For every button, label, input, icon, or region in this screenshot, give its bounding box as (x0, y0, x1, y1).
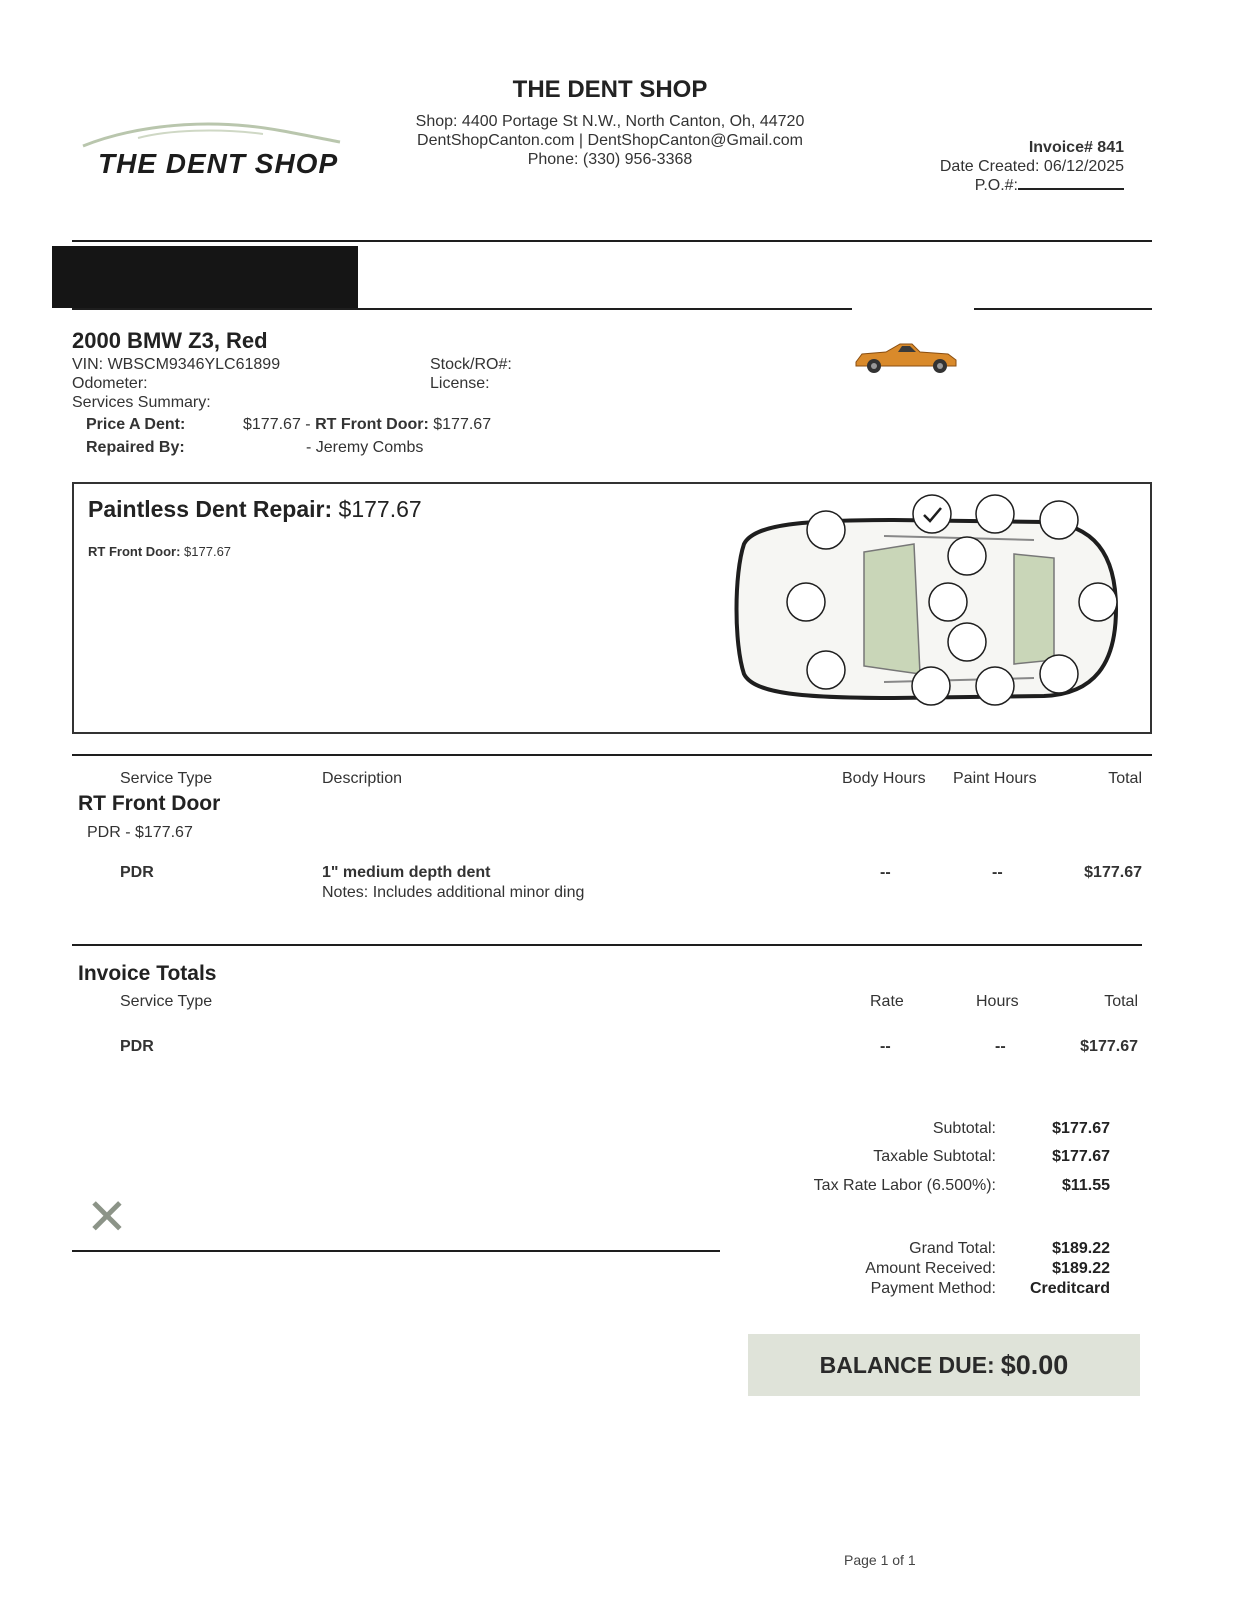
vehicle-odometer: Odometer: (72, 375, 148, 392)
services-bottom-rule (72, 944, 1142, 946)
service-row-body-hours: -- (880, 864, 891, 881)
rt-front-door-label: RT Front Door: (315, 416, 429, 433)
panel-circle[interactable] (1079, 583, 1117, 621)
panel-circle[interactable] (948, 537, 986, 575)
service-row-paint-hours: -- (992, 864, 1003, 881)
signature-x-mark: ✕ (86, 1188, 128, 1246)
tax-rate-label: Tax Rate Labor (6.500%): (813, 1177, 996, 1194)
po-field (940, 176, 1124, 195)
license-label: License: (430, 375, 490, 392)
balance-due-amount: $0.00 (1000, 1349, 1069, 1380)
service-section-title: RT Front Door (78, 792, 221, 815)
totals-row-total: $177.67 (1080, 1038, 1138, 1055)
balance-due-label: BALANCE DUE: (819, 1351, 995, 1378)
totals-col-total: Total (1104, 993, 1138, 1010)
pdr-title-value: $177.67 (332, 496, 422, 522)
panel-circle[interactable] (912, 667, 950, 705)
panel-circle-checked[interactable] (913, 495, 951, 533)
amount-received-value: $189.22 (1052, 1260, 1110, 1277)
vehicle-photo (852, 332, 962, 376)
totals-col-hours: Hours (976, 993, 1019, 1010)
taxable-subtotal-value: $177.67 (1052, 1148, 1110, 1165)
shop-contact (380, 112, 840, 169)
po-blank-line (1018, 176, 1124, 190)
panel-circle[interactable] (1040, 501, 1078, 539)
panel-circle[interactable] (929, 583, 967, 621)
car-damage-diagram (714, 484, 1134, 734)
redacted-customer-block (52, 246, 358, 308)
col-total: Total (1108, 770, 1142, 787)
repaired-by-label: Repaired By: (86, 439, 185, 456)
pdr-sub-item (88, 544, 231, 559)
payment-method-value: Creditcard (1029, 1280, 1110, 1297)
price-a-dent-label: Price A Dent: (86, 416, 186, 433)
vehicle-vin: VIN: WBSCM9346YLC61899 (72, 356, 281, 373)
invoice-number: Invoice# 841 (1028, 139, 1124, 156)
po-label: P.O.#: (974, 177, 1018, 194)
header-divider (72, 240, 1152, 242)
col-paint-hours: Paint Hours (953, 770, 1037, 787)
panel-circle[interactable] (807, 651, 845, 689)
balance-due-box (748, 1334, 1140, 1396)
service-row-type: PDR (120, 864, 154, 881)
service-row-notes: Notes: Includes additional minor ding (322, 884, 585, 901)
customer-underline-right (974, 308, 1152, 310)
date-created: Date Created: 06/12/2025 (939, 158, 1124, 175)
tax-rate-value: $11.55 (1061, 1177, 1110, 1194)
repaired-by-value: - Jeremy Combs (306, 439, 424, 456)
price-a-dent-value: $177.67 - (243, 416, 316, 433)
taxable-subtotal-label: Taxable Subtotal: (873, 1148, 996, 1165)
shop-name: THE DENT SHOP (512, 76, 708, 103)
service-section-sub: PDR - $177.67 (87, 824, 193, 841)
shop-logo (78, 118, 348, 198)
subtotal-label: Subtotal: (932, 1120, 996, 1137)
payment-method-label: Payment Method: (870, 1280, 996, 1297)
totals-row-hours: -- (995, 1038, 1006, 1055)
panel-circle[interactable] (976, 667, 1014, 705)
page-number: Page 1 of 1 (844, 1552, 916, 1568)
col-body-hours: Body Hours (842, 770, 926, 787)
pdr-title (88, 496, 422, 523)
customer-underline (72, 308, 852, 310)
price-a-dent-row (243, 416, 491, 434)
windshield-glass (864, 544, 920, 674)
totals-row-rate: -- (880, 1038, 891, 1055)
invoice-totals-title: Invoice Totals (78, 962, 217, 985)
panel-circle[interactable] (948, 623, 986, 661)
col-service-type: Service Type (120, 770, 213, 787)
grand-total-label: Grand Total: (909, 1240, 996, 1257)
pdr-summary-box (72, 482, 1152, 734)
pdr-sub-value: $177.67 (180, 544, 232, 559)
panel-circle[interactable] (976, 495, 1014, 533)
rear-glass (1014, 554, 1054, 664)
vehicle-title: 2000 BMW Z3, Red (72, 328, 268, 353)
panel-circle[interactable] (807, 511, 845, 549)
pdr-title-label: Paintless Dent Repair: (88, 496, 333, 522)
rt-front-door-value: $177.67 (428, 416, 492, 433)
totals-col-service-type: Service Type (120, 993, 213, 1010)
shop-web-email: DentShopCanton.com | DentShopCanton@Gmail.com (417, 132, 803, 149)
service-row-description: 1" medium depth dent (322, 864, 491, 881)
grand-total-value: $189.22 (1052, 1240, 1110, 1257)
shop-address: Shop: 4400 Portage St N.W., North Canton, Oh, 44720 (415, 113, 805, 130)
services-summary-label: Services Summary: (72, 394, 211, 411)
subtotal-value: $177.67 (1052, 1120, 1110, 1137)
signature-line[interactable] (72, 1250, 720, 1252)
pdr-sub-label: RT Front Door: (88, 544, 181, 559)
shop-phone: Phone: (330) 956-3368 (527, 151, 693, 168)
panel-circle[interactable] (787, 583, 825, 621)
invoice-meta (940, 138, 1124, 195)
col-description: Description (322, 770, 403, 787)
logo-text: THE DENT SHOP (98, 148, 339, 179)
totals-row-type: PDR (120, 1038, 154, 1055)
services-top-rule (72, 754, 1152, 756)
stock-ro-label: Stock/RO#: (430, 356, 512, 373)
totals-col-rate: Rate (870, 993, 904, 1010)
amount-received-label: Amount Received: (865, 1260, 996, 1277)
panel-circle[interactable] (1040, 655, 1078, 693)
service-row-total: $177.67 (1084, 864, 1142, 881)
